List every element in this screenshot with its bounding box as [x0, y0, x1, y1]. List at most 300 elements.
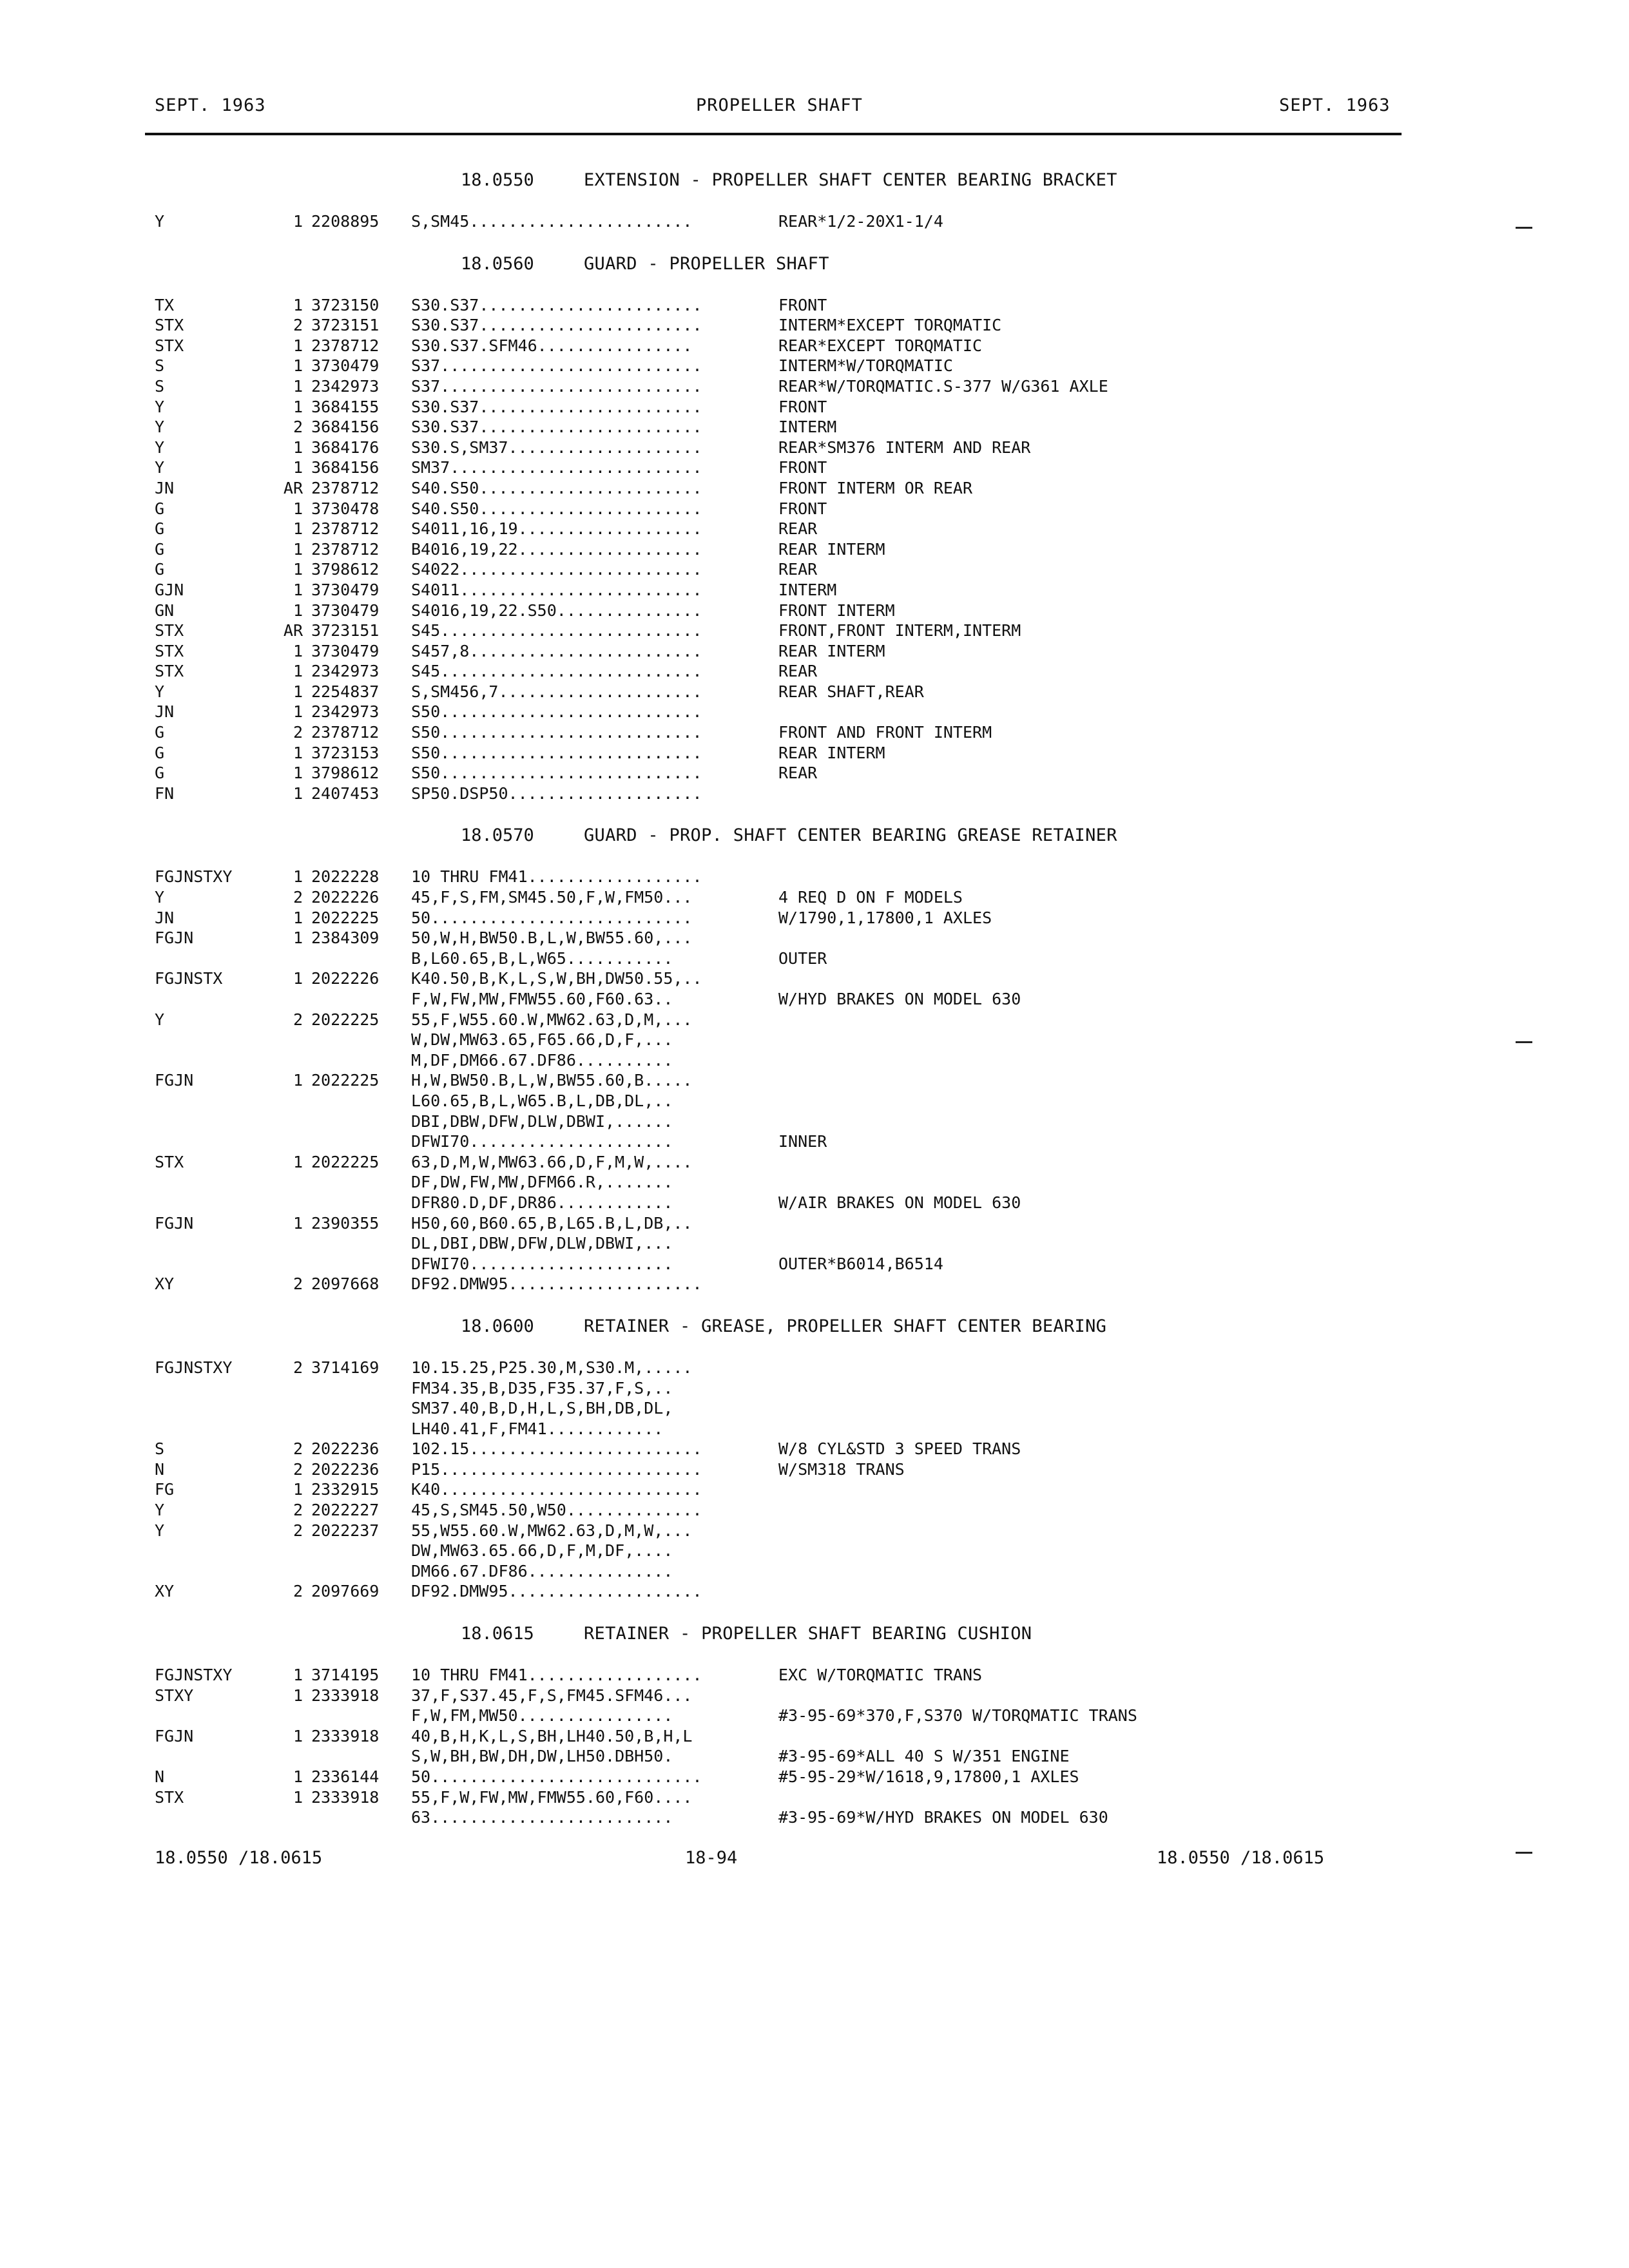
part-row — [0, 601, 1629, 621]
application: DF92.DMW95.................... — [411, 1274, 702, 1294]
application: 50........................... — [411, 908, 693, 927]
remark: W/SM318 TRANS — [778, 1459, 905, 1479]
remark: REAR*W/TORQMATIC.S-377 W/G361 AXLE — [778, 376, 1108, 396]
quantity: 1 — [293, 580, 303, 599]
section-title-text: RETAINER - PROPELLER SHAFT BEARING CUSHION — [584, 1624, 1032, 1644]
application: S,SM45....................... — [411, 212, 693, 231]
part-row — [0, 1807, 1629, 1828]
application: M,DF,DM66.67.DF86.......... — [411, 1050, 673, 1070]
model-code: Y — [155, 1501, 165, 1520]
part-row — [0, 1193, 1629, 1213]
application: 10.15.25,P25.30,M,S30.M,..... — [411, 1358, 693, 1377]
remark: W/8 CYL&STD 3 SPEED TRANS — [778, 1439, 1021, 1459]
application: K40........................... — [411, 1480, 702, 1499]
application: 40,B,H,K,L,S,BH,LH40.50,B,H,L — [411, 1726, 693, 1745]
part-number: 3798612 — [311, 560, 380, 579]
part-number: 3798612 — [311, 764, 380, 783]
part-number: 2378712 — [311, 519, 380, 539]
section-number: 18.0615 — [461, 1624, 534, 1644]
part-number: 3730479 — [311, 641, 380, 660]
application: F,W,FM,MW50................ — [411, 1706, 673, 1725]
remark: FRONT INTERM OR REAR — [778, 478, 973, 497]
part-number: 2022228 — [311, 867, 380, 887]
remark: FRONT — [778, 499, 827, 518]
model-code: G — [155, 499, 165, 518]
part-row — [0, 1131, 1629, 1152]
remark: REAR — [778, 764, 818, 783]
application: DFR80.D,DF,DR86............ — [411, 1193, 673, 1212]
part-row — [0, 867, 1629, 887]
section-heading — [0, 1307, 1629, 1358]
model-code: FGJN — [155, 1213, 194, 1233]
application: S45........................... — [411, 621, 702, 640]
part-row — [0, 1706, 1629, 1726]
application: S50........................... — [411, 723, 702, 742]
parts-section — [0, 1615, 1629, 1828]
part-row — [0, 437, 1629, 458]
part-number: 2378712 — [311, 723, 380, 742]
model-code: Y — [155, 888, 165, 907]
quantity: 2 — [293, 1010, 303, 1029]
quantity: 1 — [293, 519, 303, 539]
quantity: 1 — [293, 1071, 303, 1090]
application: 102.15........................ — [411, 1439, 702, 1459]
model-code: STX — [155, 1787, 184, 1807]
part-row — [0, 641, 1629, 662]
part-row — [0, 1459, 1629, 1480]
application: S37........................... — [411, 356, 702, 376]
section-number: 18.0570 — [461, 825, 534, 846]
part-row — [0, 315, 1629, 336]
quantity: 2 — [293, 418, 303, 437]
part-number: 2208895 — [311, 212, 380, 231]
model-code: Y — [155, 1521, 165, 1540]
quantity: 1 — [293, 458, 303, 477]
model-code: S — [155, 356, 165, 376]
application: S40.S50....................... — [411, 478, 702, 497]
model-code: Y — [155, 1010, 165, 1029]
part-row — [0, 722, 1629, 743]
part-row — [0, 417, 1629, 437]
quantity: 1 — [293, 1767, 303, 1786]
application: P15........................... — [411, 1459, 702, 1479]
part-row — [0, 1091, 1629, 1111]
application: S45........................... — [411, 662, 702, 681]
model-code: FG — [155, 1480, 175, 1499]
quantity: 1 — [293, 539, 303, 559]
application: 55,F,W,FW,MW,FMW55.60,F60.... — [411, 1787, 693, 1807]
model-code: FGJNSTXY — [155, 867, 233, 887]
application: DW,MW63.65.66,D,F,M,DF,.... — [411, 1541, 673, 1561]
quantity: 1 — [293, 702, 303, 722]
part-row — [0, 376, 1629, 397]
parts-section — [0, 816, 1629, 1307]
model-code: JN — [155, 702, 175, 722]
remark: 4 REQ D ON F MODELS — [778, 888, 963, 907]
remark: INNER — [778, 1132, 827, 1151]
remark: REAR*1/2-20X1-1/4 — [778, 212, 943, 231]
application: 50............................ — [411, 1767, 702, 1786]
part-row — [0, 211, 1629, 232]
parts-section — [0, 161, 1629, 245]
remark: FRONT AND FRONT INTERM — [778, 723, 992, 742]
part-number: 2342973 — [311, 702, 380, 722]
quantity: 1 — [293, 682, 303, 701]
model-code: Y — [155, 682, 165, 701]
quantity: 2 — [293, 1521, 303, 1540]
remark: REAR INTERM — [778, 743, 885, 762]
header-divider — [145, 133, 1402, 135]
part-number: 3684176 — [311, 437, 380, 457]
remark: REAR*EXCEPT TORQMATIC — [778, 336, 983, 355]
quantity: 1 — [293, 336, 303, 355]
application: S50........................... — [411, 764, 702, 783]
part-row — [0, 908, 1629, 928]
quantity: 2 — [293, 1459, 303, 1479]
quantity: 1 — [293, 356, 303, 376]
quantity: 1 — [293, 499, 303, 518]
quantity: 1 — [293, 397, 303, 416]
part-number: 2336144 — [311, 1767, 380, 1786]
section-spacer — [0, 1602, 1629, 1615]
part-row — [0, 1398, 1629, 1419]
part-number: 3684156 — [311, 458, 380, 477]
application: 45,S,SM45.50,W50.............. — [411, 1501, 702, 1520]
application: K40.50,B,K,L,S,W,BH,DW50.55,.. — [411, 969, 702, 988]
part-number: 2407453 — [311, 783, 380, 803]
section-heading — [0, 1615, 1629, 1665]
part-number: 3723151 — [311, 621, 380, 640]
part-number: 2384309 — [311, 928, 380, 948]
model-code: G — [155, 560, 165, 579]
quantity: 1 — [293, 662, 303, 681]
section-number: 18.0600 — [461, 1316, 534, 1336]
part-row — [0, 1787, 1629, 1808]
quantity: 1 — [293, 743, 303, 762]
application: DM66.67.DF86............... — [411, 1561, 673, 1581]
remark: OUTER — [778, 948, 827, 968]
remark: REAR INTERM — [778, 641, 885, 660]
part-number: 2254837 — [311, 682, 380, 701]
remark: INTERM*EXCEPT TORQMATIC — [778, 316, 1002, 335]
quantity: 2 — [293, 723, 303, 742]
section-title-text: GUARD - PROP. SHAFT CENTER BEARING GREASE RETAINER — [584, 825, 1117, 846]
model-code: XY — [155, 1582, 175, 1601]
remark: FRONT — [778, 295, 827, 314]
part-number: 2022225 — [311, 1010, 380, 1029]
section-title-text: RETAINER - GREASE, PROPELLER SHAFT CENTER BEARING — [584, 1316, 1107, 1336]
application: DFWI70..................... — [411, 1254, 673, 1273]
quantity: 2 — [293, 316, 303, 335]
application: DF,DW,FW,MW,DFM66.R,....... — [411, 1173, 673, 1192]
application: S30.S,SM37.................... — [411, 437, 702, 457]
section-spacer — [0, 1294, 1629, 1307]
remark: INTERM*W/TORQMATIC — [778, 356, 953, 376]
remark: REAR — [778, 662, 818, 681]
part-row — [0, 1665, 1629, 1686]
part-number: 2022225 — [311, 1152, 380, 1171]
section-heading — [0, 816, 1629, 867]
quantity: 1 — [293, 601, 303, 620]
part-row — [0, 295, 1629, 316]
part-number: 2097668 — [311, 1274, 380, 1294]
part-row — [0, 1010, 1629, 1030]
part-row — [0, 968, 1629, 989]
quantity: 2 — [293, 1439, 303, 1459]
quantity: 1 — [293, 437, 303, 457]
application: DBI,DBW,DFW,DLW,DBWI,...... — [411, 1111, 673, 1131]
section-title-text: EXTENSION - PROPELLER SHAFT CENTER BEARING BRACKET — [584, 170, 1117, 190]
model-code: STX — [155, 316, 184, 335]
footer-range-right: 18.0550 /18.0615 — [1157, 1848, 1325, 1868]
section-spacer — [0, 803, 1629, 816]
quantity: 2 — [293, 1582, 303, 1601]
model-code: STX — [155, 1152, 184, 1171]
section-title-text: GUARD - PROPELLER SHAFT — [584, 253, 829, 274]
page-number: 18-94 — [685, 1848, 738, 1868]
part-row — [0, 356, 1629, 376]
part-row — [0, 989, 1629, 1010]
application: H,W,BW50.B,L,W,BW55.60,B..... — [411, 1071, 693, 1090]
part-number: 2022226 — [311, 969, 380, 988]
part-row — [0, 1172, 1629, 1193]
part-row — [0, 478, 1629, 499]
application: 10 THRU FM41.................. — [411, 1666, 702, 1685]
application: S4016,19,22.S50............... — [411, 601, 702, 620]
part-number: 2333918 — [311, 1686, 380, 1705]
part-row — [0, 1152, 1629, 1173]
part-row — [0, 1521, 1629, 1541]
application: S40.S50....................... — [411, 499, 702, 518]
application: S37........................... — [411, 376, 702, 396]
quantity: 1 — [293, 969, 303, 988]
quantity: 1 — [293, 295, 303, 314]
part-number: 2332915 — [311, 1480, 380, 1499]
remark: EXC W/TORQMATIC TRANS — [778, 1666, 983, 1685]
remark: FRONT INTERM — [778, 601, 895, 620]
model-code: FGJNSTXY — [155, 1358, 233, 1377]
part-number: 3730479 — [311, 601, 380, 620]
part-number: 2342973 — [311, 662, 380, 681]
remark: FRONT — [778, 458, 827, 477]
part-row — [0, 620, 1629, 641]
model-code: GJN — [155, 580, 184, 599]
part-row — [0, 743, 1629, 764]
remark: REAR — [778, 519, 818, 539]
model-code: FGJN — [155, 928, 194, 948]
quantity: 2 — [293, 1501, 303, 1520]
remark: REAR — [778, 560, 818, 579]
part-number: 2342973 — [311, 376, 380, 396]
model-code: STX — [155, 641, 184, 660]
part-row — [0, 1419, 1629, 1439]
part-number: 3730479 — [311, 356, 380, 376]
part-row — [0, 1500, 1629, 1521]
application: 50,W,H,BW50.B,L,W,BW55.60,... — [411, 928, 693, 948]
application: S,W,BH,BW,DH,DW,LH50.DBH50. — [411, 1747, 673, 1766]
quantity: 1 — [293, 376, 303, 396]
application: SP50.DSP50.................... — [411, 783, 702, 803]
model-code: Y — [155, 418, 165, 437]
part-row — [0, 1358, 1629, 1378]
part-row — [0, 1254, 1629, 1274]
part-row — [0, 1561, 1629, 1582]
application: DL,DBI,DBW,DFW,DLW,DBWI,... — [411, 1234, 673, 1253]
part-number: 2333918 — [311, 1787, 380, 1807]
remark: #3-95-69*370,F,S370 W/TORQMATIC TRANS — [778, 1706, 1137, 1725]
part-row — [0, 1378, 1629, 1399]
remark: REAR SHAFT,REAR — [778, 682, 924, 701]
application: S,SM456,7..................... — [411, 682, 702, 701]
application: S4011,16,19................... — [411, 519, 702, 539]
part-row — [0, 457, 1629, 478]
part-number: 3714195 — [311, 1666, 380, 1685]
part-number: 2022236 — [311, 1439, 380, 1459]
application: S30.S37....................... — [411, 397, 702, 416]
scan-mark — [1516, 1852, 1532, 1854]
remark: OUTER*B6014,B6514 — [778, 1254, 943, 1273]
quantity: 2 — [293, 1358, 303, 1377]
application: F,W,FW,MW,FMW55.60,F60.63.. — [411, 990, 673, 1008]
remark: REAR INTERM — [778, 539, 885, 559]
quantity: 1 — [293, 928, 303, 948]
part-row — [0, 1213, 1629, 1234]
part-number: 3684155 — [311, 397, 380, 416]
part-number: 2022226 — [311, 888, 380, 907]
part-row — [0, 928, 1629, 948]
part-row — [0, 1746, 1629, 1767]
quantity: 1 — [293, 1152, 303, 1171]
part-row — [0, 948, 1629, 969]
quantity: 1 — [293, 867, 303, 887]
quantity: 1 — [293, 1686, 303, 1705]
application: LH40.41,F,FM41............ — [411, 1419, 664, 1438]
remark: W/AIR BRAKES ON MODEL 630 — [778, 1193, 1021, 1212]
application: S30.S37....................... — [411, 316, 702, 335]
application: H50,60,B60.65,B,L65.B,L,DB,.. — [411, 1213, 693, 1233]
application: S30.S37....................... — [411, 418, 702, 437]
part-row — [0, 1686, 1629, 1706]
model-code: FGJN — [155, 1071, 194, 1090]
quantity: AR — [283, 478, 303, 497]
quantity: 1 — [293, 1666, 303, 1685]
part-row — [0, 1439, 1629, 1459]
part-number: 2333918 — [311, 1726, 380, 1745]
model-code: Y — [155, 212, 165, 231]
part-number: 2378712 — [311, 336, 380, 355]
application: 63,D,M,W,MW63.66,D,F,M,W,.... — [411, 1152, 693, 1171]
application: FM34.35,B,D35,F35.37,F,S,.. — [411, 1378, 673, 1398]
model-code: G — [155, 743, 165, 762]
quantity: 1 — [293, 212, 303, 231]
part-row — [0, 1070, 1629, 1091]
part-number: 3730478 — [311, 499, 380, 518]
part-row — [0, 1111, 1629, 1132]
quantity: 1 — [293, 764, 303, 783]
application: S50........................... — [411, 743, 702, 762]
part-number: 2097669 — [311, 1582, 380, 1601]
quantity: 1 — [293, 641, 303, 660]
header-title: PROPELLER SHAFT — [696, 95, 863, 115]
quantity: 2 — [293, 1274, 303, 1294]
application: B,L60.65,B,L,W65........... — [411, 948, 673, 968]
part-row — [0, 539, 1629, 560]
model-code: G — [155, 723, 165, 742]
remark: INTERM — [778, 580, 837, 599]
part-number: 3684156 — [311, 418, 380, 437]
part-number: 2022237 — [311, 1521, 380, 1540]
remark: W/1790,1,17800,1 AXLES — [778, 908, 992, 927]
part-row — [0, 1479, 1629, 1500]
section-heading — [0, 161, 1629, 211]
quantity: 1 — [293, 1726, 303, 1745]
part-row — [0, 1581, 1629, 1602]
application: SM37.40,B,D,H,L,S,BH,DB,DL, — [411, 1399, 673, 1418]
application: 55,W55.60.W,MW62.63,D,M,W,... — [411, 1521, 693, 1540]
part-row — [0, 397, 1629, 418]
model-code: STX — [155, 662, 184, 681]
model-code: FGJNSTXY — [155, 1666, 233, 1685]
part-number: 2022236 — [311, 1459, 380, 1479]
quantity: 1 — [293, 560, 303, 579]
remark: W/HYD BRAKES ON MODEL 630 — [778, 990, 1021, 1008]
model-code: GN — [155, 601, 175, 620]
section-spacer — [0, 232, 1629, 245]
application: S4022......................... — [411, 560, 702, 579]
application: S4011......................... — [411, 580, 702, 599]
part-number: 2022225 — [311, 908, 380, 927]
part-row — [0, 519, 1629, 539]
application: DF92.DMW95.................... — [411, 1582, 702, 1601]
section-number: 18.0560 — [461, 253, 534, 274]
model-code: TX — [155, 295, 175, 314]
remark: FRONT — [778, 397, 827, 416]
quantity: 1 — [293, 1213, 303, 1233]
application: 37,F,S37.45,F,S,FM45.SFM46... — [411, 1686, 693, 1705]
model-code: G — [155, 519, 165, 539]
application: S30.S37....................... — [411, 295, 702, 314]
part-number: 3730479 — [311, 580, 380, 599]
application: S50........................... — [411, 702, 702, 722]
part-row — [0, 1726, 1629, 1747]
part-row — [0, 1050, 1629, 1071]
part-row — [0, 1233, 1629, 1254]
part-row — [0, 682, 1629, 702]
part-number: 2022227 — [311, 1501, 380, 1520]
part-row — [0, 887, 1629, 908]
section-heading — [0, 245, 1629, 295]
remark: INTERM — [778, 418, 837, 437]
quantity: AR — [283, 621, 303, 640]
part-number: 2390355 — [311, 1213, 380, 1233]
model-code: FGJN — [155, 1726, 194, 1745]
model-code: XY — [155, 1274, 175, 1294]
footer-range-left: 18.0550 /18.0615 — [155, 1848, 323, 1868]
model-code: STX — [155, 621, 184, 640]
model-code: STX — [155, 336, 184, 355]
part-row — [0, 580, 1629, 601]
model-code: JN — [155, 908, 175, 927]
part-row — [0, 661, 1629, 682]
header-date-left: SEPT. 1963 — [155, 95, 266, 115]
parts-section — [0, 245, 1629, 817]
part-row — [0, 1541, 1629, 1561]
part-row — [0, 499, 1629, 519]
remark: FRONT,FRONT INTERM,INTERM — [778, 621, 1021, 640]
model-code: N — [155, 1767, 165, 1786]
header-date-right: SEPT. 1963 — [1279, 95, 1391, 115]
model-code: S — [155, 376, 165, 396]
